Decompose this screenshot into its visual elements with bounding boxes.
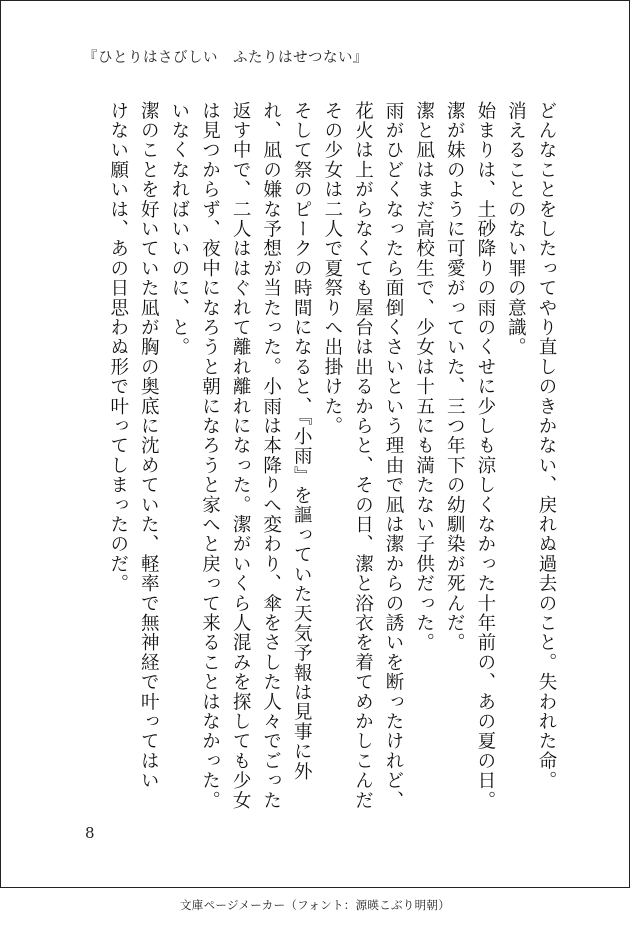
page-number: 8 bbox=[85, 824, 95, 842]
body-line: 潔と凪はまだ高校生で、少女は十五にも満たない子供だった。 bbox=[413, 101, 435, 653]
body-line: は見つからず、夜中になろうと朝になろうと家へと戻って来ることはなかった。 bbox=[199, 101, 221, 811]
body-line: いなくなればいいのに、と。 bbox=[168, 101, 190, 358]
body-line: けない願いは、あの日思わぬ形で叶ってしまったのだ。 bbox=[107, 101, 129, 594]
body-line: 潔のことを好いていた凪が胸の奥底に沈めていた、軽率で無神経で叶ってはい bbox=[138, 101, 160, 791]
body-line: 消えることのない罪の意識。 bbox=[505, 101, 527, 358]
body-line: その少女は二人で夏祭りへ出掛けた。 bbox=[321, 101, 343, 436]
body-line: どんなことをしたってやり直しのきかない、戻れぬ過去のこと。失われた命。 bbox=[536, 101, 557, 791]
body-line: れ、凪の嫌な予想が当たった。小雨は本降りへ変わり、傘をさした人々でごった bbox=[260, 101, 282, 811]
body-line: 雨がひどくなったら面倒くさいという理由で凪は潔からの誘いを断ったけれど、 bbox=[383, 101, 405, 811]
body-line: 潔が妹のように可愛がっていた、三つ年下の幼馴染が死んだ。 bbox=[444, 101, 466, 653]
body-line: そして祭のピークの時間になると、『小雨』を謳っていた天気予報は見事に外 bbox=[291, 101, 313, 782]
body-line: 花火は上がらなくても屋台は出るからと、その日、潔と浴衣を着てめかしこんだ bbox=[352, 101, 374, 811]
body-line: 始まりは、土砂降りの雨のくせに少しも涼しくなかった十年前の、あの夏の日。 bbox=[474, 101, 496, 811]
body-text bbox=[102, 101, 561, 811]
credit-line: 文庫ページメーカー（フォント：源暎こぶり明朝） bbox=[179, 898, 451, 912]
body-line: 返す中で、二人ははぐれて離れ離れになった。潔がいくら人混みを探しても少女 bbox=[230, 101, 252, 811]
running-header: 『ひとりはさびしい ふたりはせつない』 bbox=[83, 50, 368, 66]
